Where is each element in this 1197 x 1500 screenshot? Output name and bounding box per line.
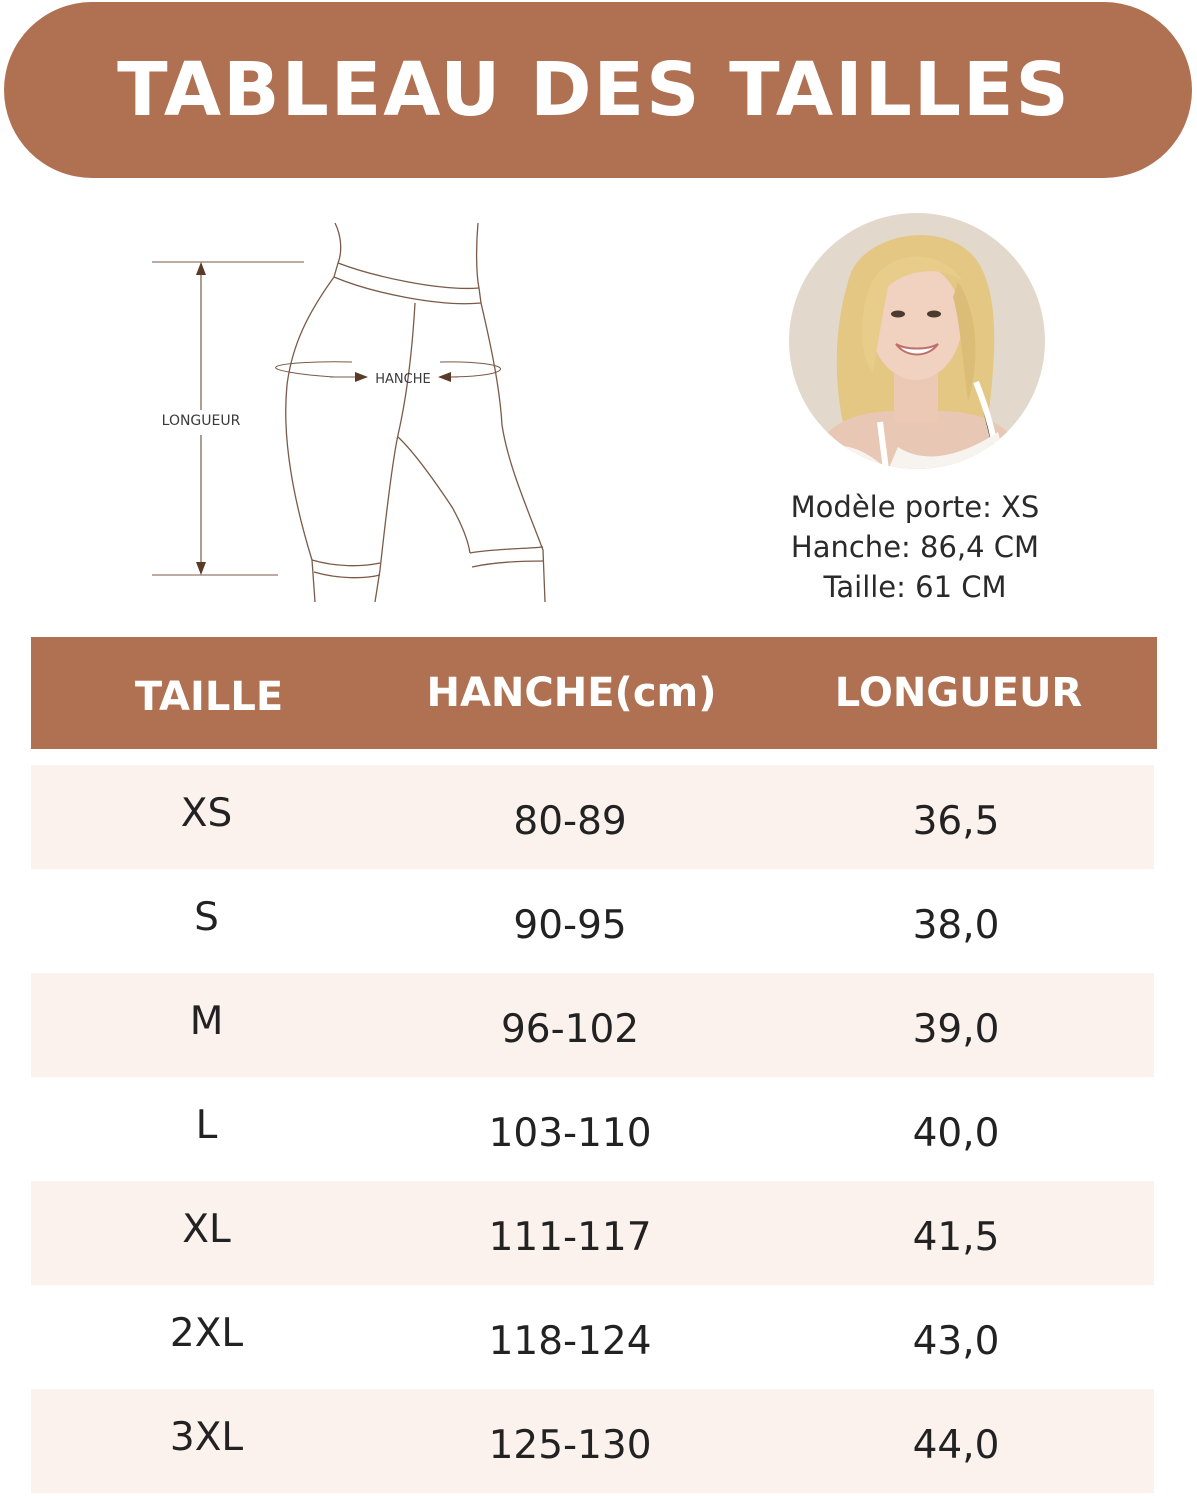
- cell-hip: 103-110: [488, 1110, 652, 1156]
- cell-size: XL: [182, 1206, 231, 1252]
- cell-hip: 96-102: [500, 1006, 640, 1052]
- cell-hip: 111-117: [488, 1214, 652, 1260]
- table-header: [31, 637, 1157, 749]
- cell-size: XS: [180, 790, 233, 836]
- cell-length: 44,0: [912, 1422, 1000, 1468]
- hip-label: HANCHE: [375, 372, 431, 387]
- cell-length: 40,0: [912, 1110, 1000, 1156]
- cell-hip: 125-130: [488, 1422, 652, 1468]
- cell-length: 39,0: [912, 1006, 1000, 1052]
- table-row: [31, 973, 1154, 1077]
- cell-length: 41,5: [912, 1214, 1000, 1260]
- shorts-diagram: [140, 215, 570, 615]
- hip-arrow-left-icon: [438, 372, 451, 382]
- cell-length: 43,0: [912, 1318, 1000, 1364]
- table-row: [31, 869, 1154, 973]
- cell-length: 38,0: [912, 902, 1000, 948]
- model-hip-text: Hanche: 86,4 CM: [790, 530, 1040, 564]
- table-row: [31, 1077, 1154, 1181]
- cell-hip: 118-124: [488, 1318, 652, 1364]
- length-arrow-down-icon: [196, 562, 206, 575]
- model-info: [720, 487, 1110, 607]
- table-body: [31, 765, 1157, 1493]
- cell-size: 2XL: [169, 1310, 244, 1356]
- model-waist-text: Taille: 61 CM: [823, 570, 1007, 604]
- length-arrow-up-icon: [196, 262, 206, 275]
- hip-arrow-right-icon: [355, 372, 368, 382]
- table-row: [31, 1389, 1154, 1493]
- model-photo: [788, 212, 1046, 470]
- title-banner: [4, 2, 1192, 178]
- table-row: [31, 1285, 1154, 1389]
- cell-hip: 80-89: [513, 798, 627, 844]
- cell-length: 36,5: [912, 798, 1000, 844]
- table-row: [31, 1181, 1154, 1285]
- cell-size: 3XL: [169, 1414, 244, 1460]
- cell-size: S: [194, 894, 219, 940]
- size-table: [31, 637, 1157, 1493]
- shorts-illustration: [140, 215, 570, 615]
- table-row: [31, 765, 1154, 869]
- length-label: LONGUEUR: [161, 413, 241, 429]
- model-portrait-image: [788, 212, 1046, 470]
- header-hip: HANCHE(cm): [426, 670, 717, 716]
- model-size-text: Modèle porte: XS: [790, 490, 1040, 524]
- header-length: LONGUEUR: [834, 670, 1083, 716]
- cell-hip: 90-95: [513, 902, 627, 948]
- header-size: TAILLE: [134, 674, 284, 720]
- cell-size: M: [189, 998, 224, 1044]
- cell-size: L: [195, 1102, 218, 1148]
- page-title: TABLEAU DES TAILLES: [117, 47, 1071, 133]
